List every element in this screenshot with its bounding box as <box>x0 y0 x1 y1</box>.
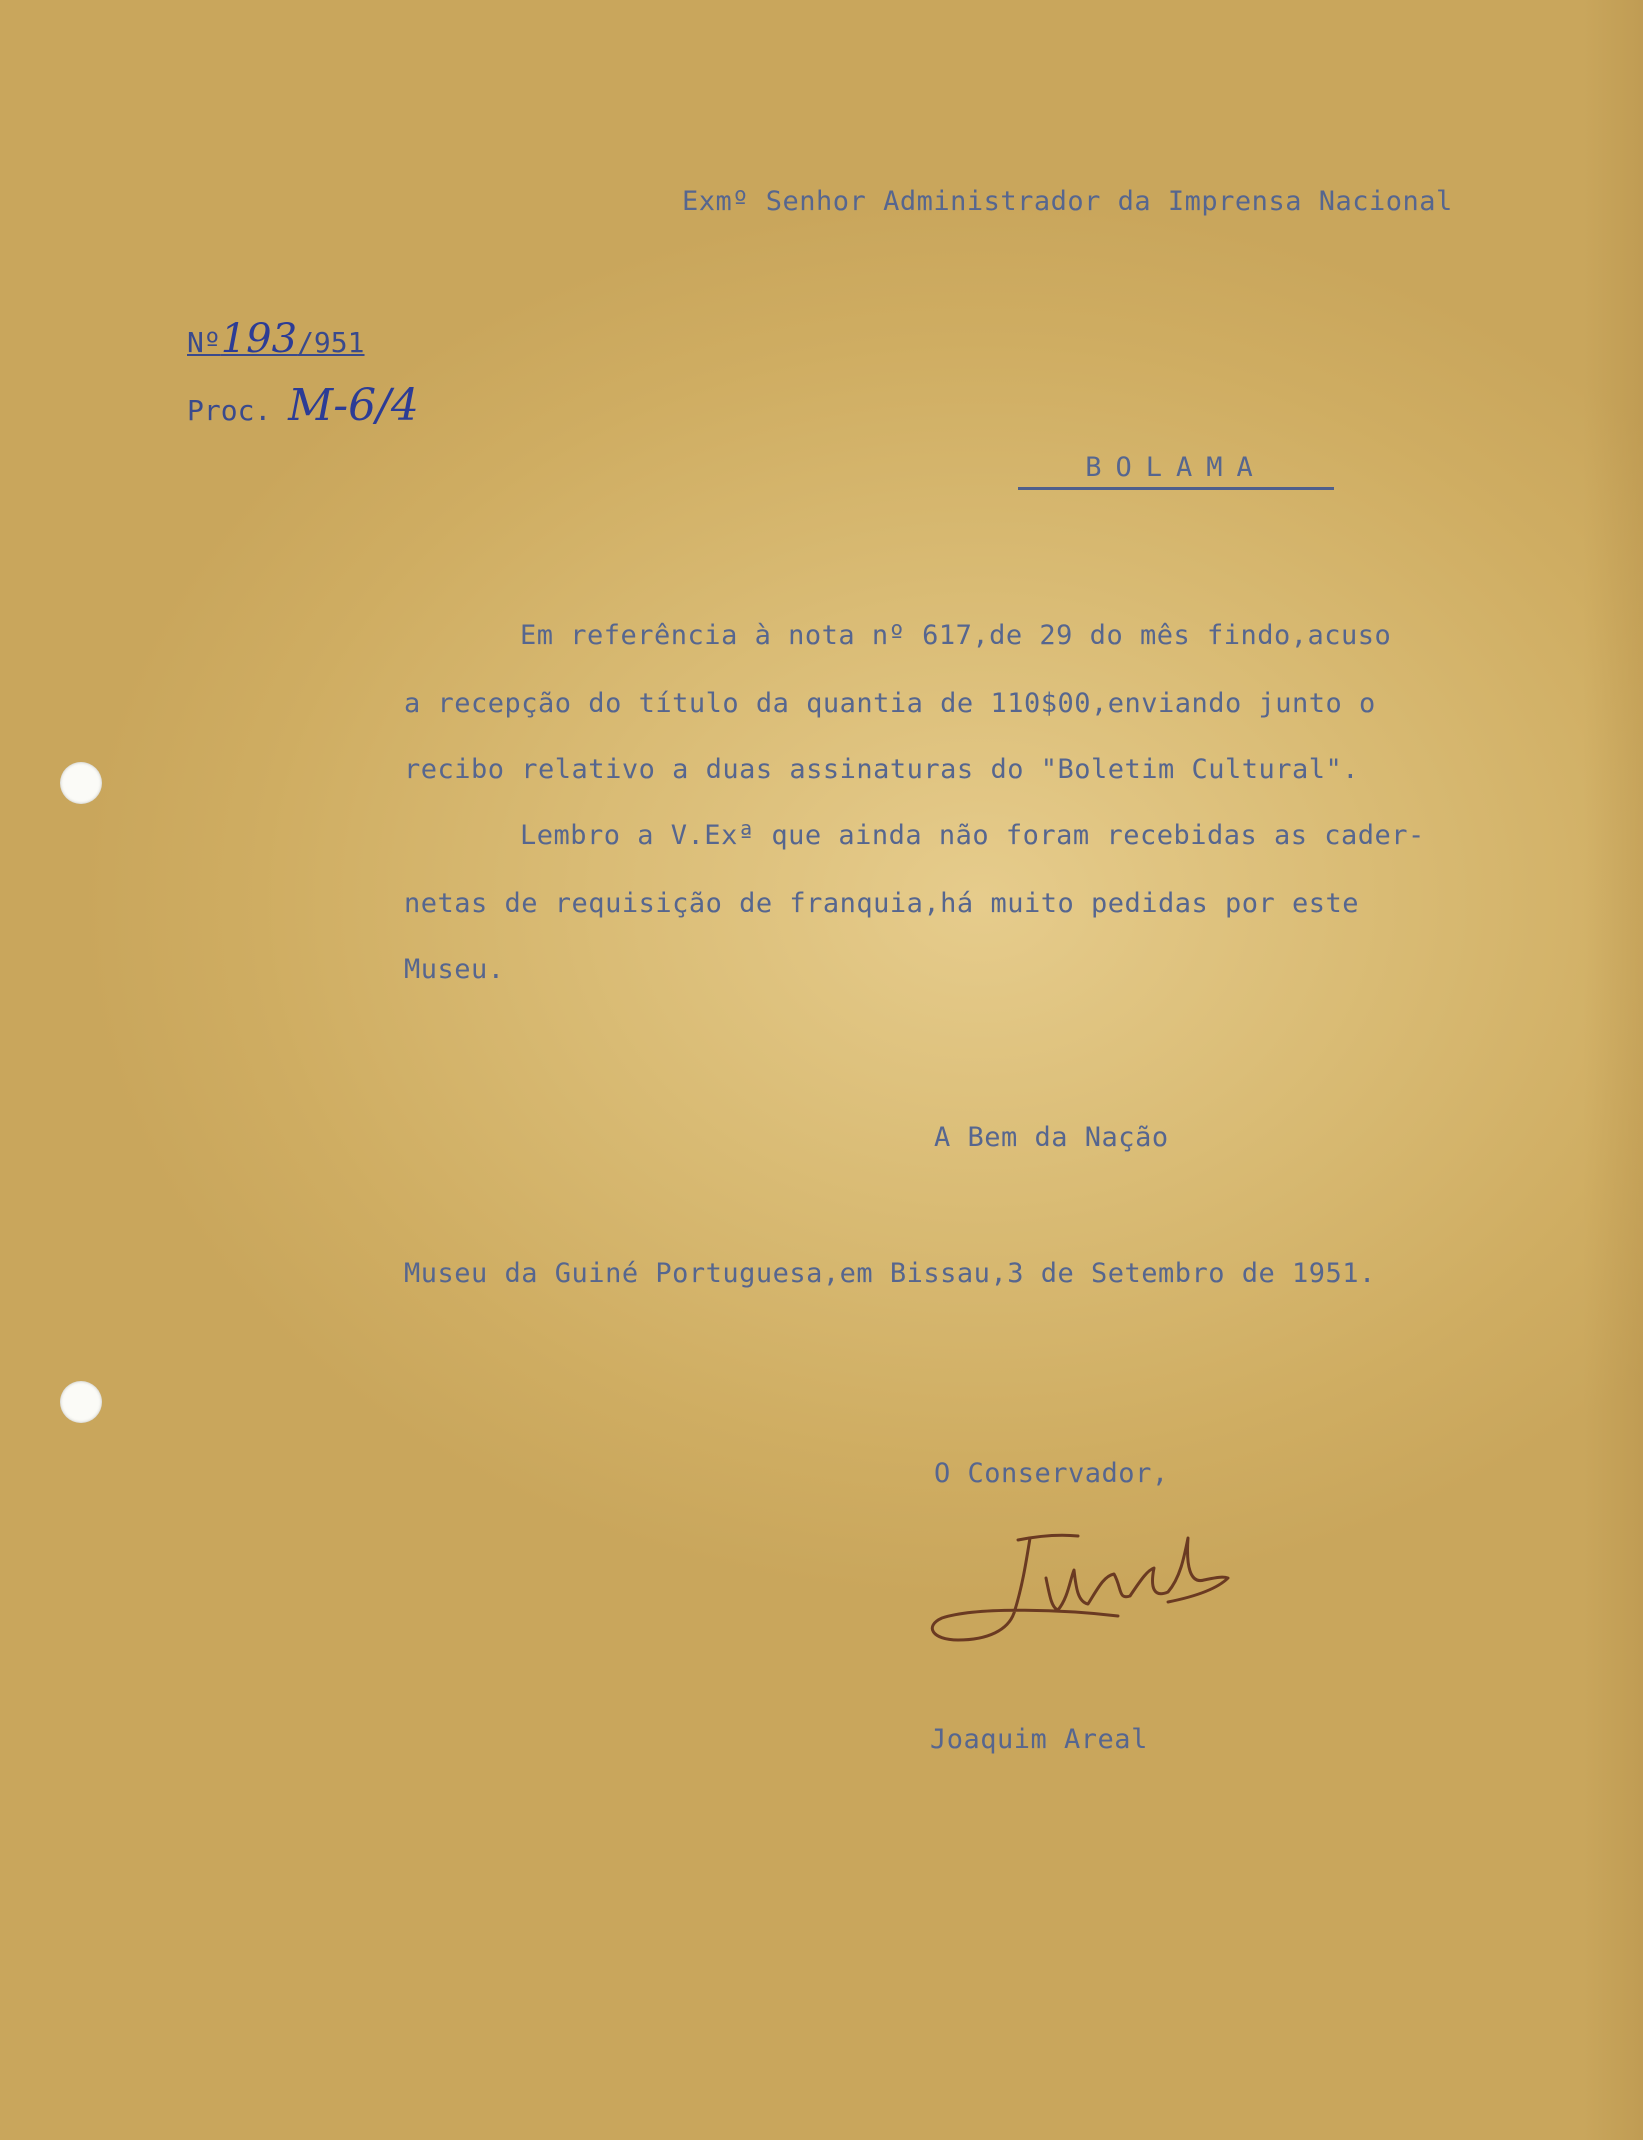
paper-edge-shading <box>1583 0 1643 2140</box>
punch-hole-bottom <box>60 1381 102 1423</box>
closing-salutation: A Bem da Nação <box>934 1122 1169 1153</box>
process-reference <box>187 380 419 431</box>
signer-role: O Conservador, <box>934 1458 1169 1489</box>
reference-prefix: Nº <box>187 326 221 359</box>
handwritten-signature-icon <box>918 1518 1248 1658</box>
body-line-6: Museu. <box>404 954 505 985</box>
body-line-5: netas de requisição de franquia,há muito pedidas por este <box>404 888 1360 919</box>
place-and-date: Museu da Guiné Portuguesa,em Bissau,3 de Setembro de 1951. <box>404 1258 1376 1289</box>
signer-name: Joaquim Areal <box>930 1724 1148 1755</box>
body-line-1: Em referência à nota nº 617,de 29 do mês findo,acuso <box>520 620 1392 651</box>
city-heading: BOLAMA <box>1018 452 1334 490</box>
addressee-line: Exmº Senhor Administrador da Imprensa Nacional <box>682 186 1453 217</box>
body-line-2: a recepção do título da quantia de 110$00,enviando junto o <box>404 688 1376 719</box>
body-line-3: recibo relativo a duas assinaturas do "Boletim Cultural". <box>404 754 1360 785</box>
reference-handwritten-number: 193 <box>220 316 298 362</box>
proc-handwritten-code: M-6/4 <box>288 380 419 431</box>
reference-number <box>187 316 365 362</box>
proc-label: Proc. <box>187 394 272 427</box>
punch-hole-top <box>60 762 102 804</box>
reference-year: /951 <box>297 326 365 359</box>
body-line-4: Lembro a V.Exª que ainda não foram recebidas as cader- <box>520 820 1425 851</box>
